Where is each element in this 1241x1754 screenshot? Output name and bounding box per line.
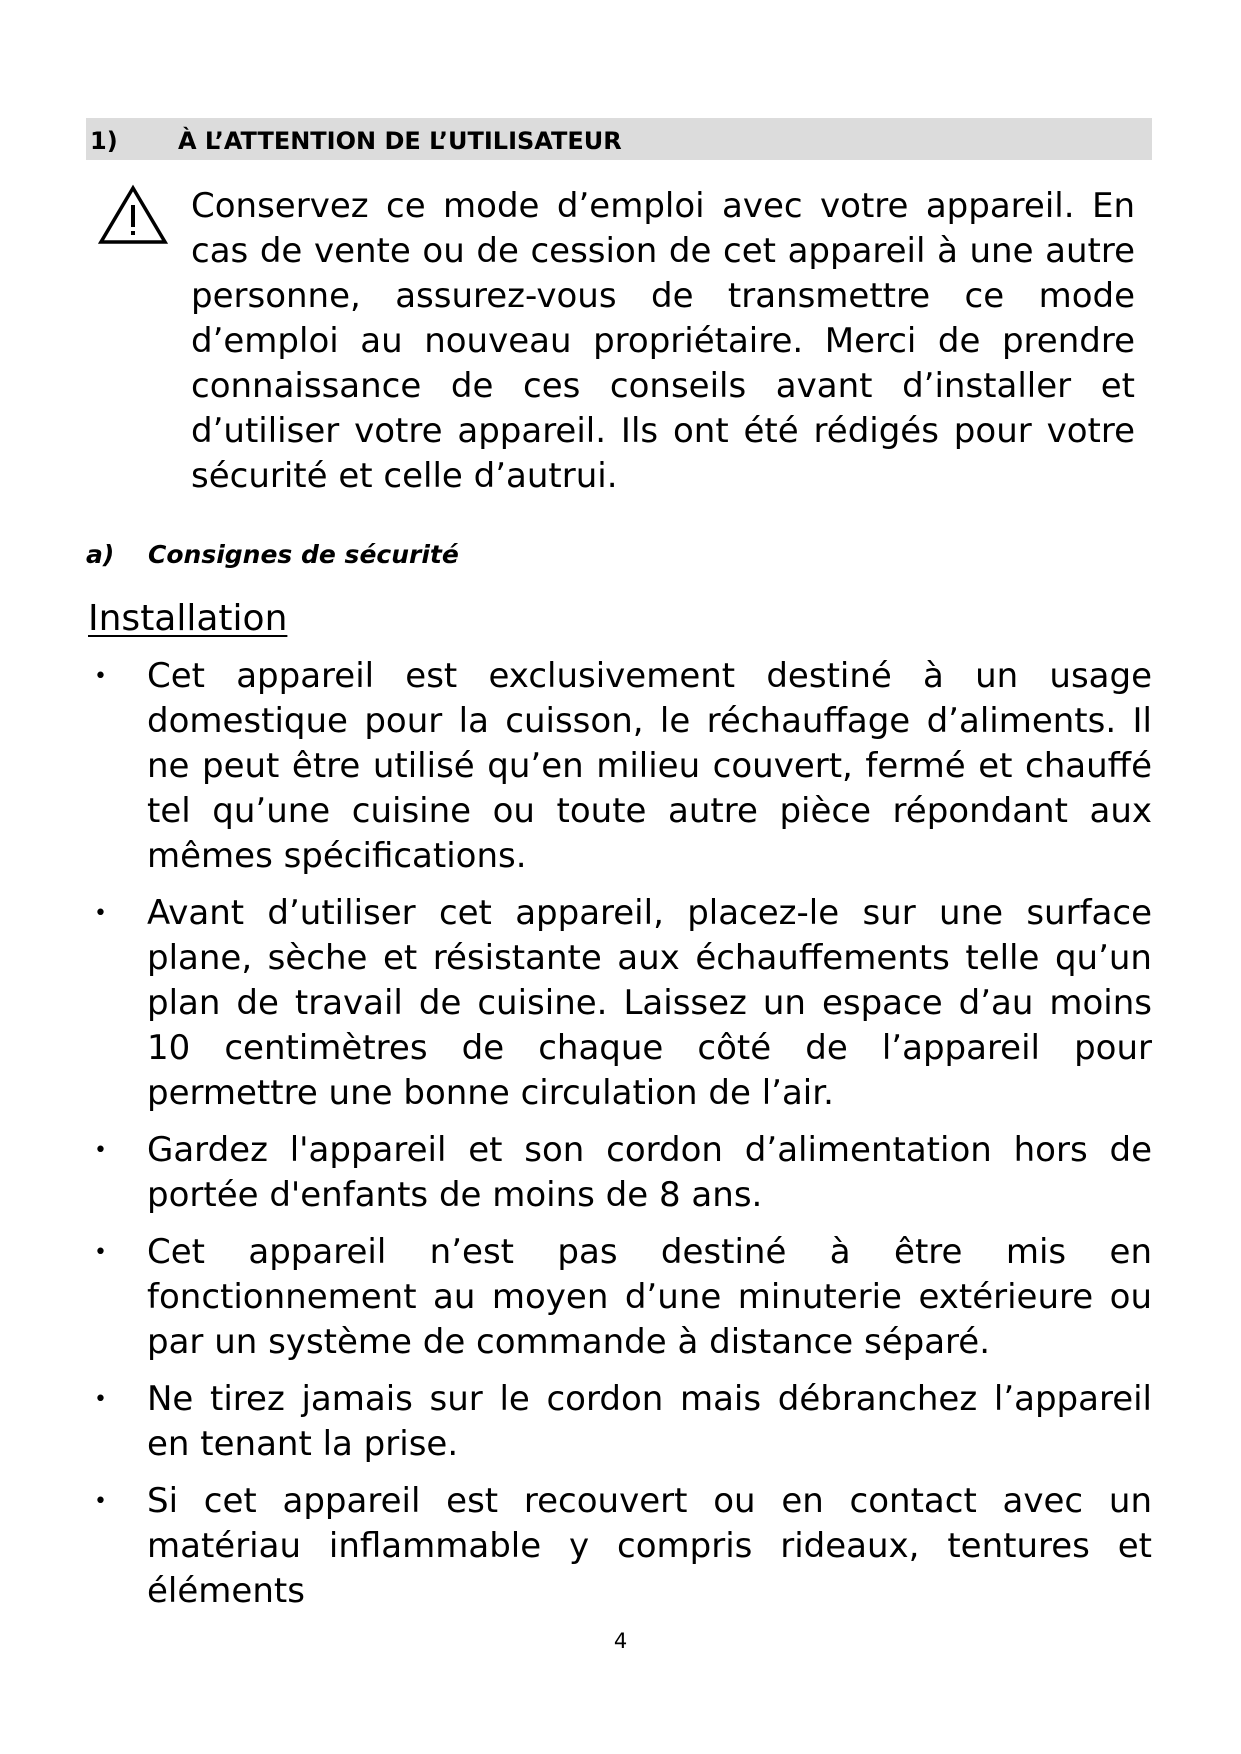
list-item [86,1479,1152,1614]
bullet-icon: • [94,1387,107,1412]
section-title: À L’ATTENTION DE L’UTILISATEUR [178,127,622,155]
bullet-icon: • [94,901,107,926]
bullet-icon: • [94,1138,107,1163]
list-item-text: Ne tirez jamais sur le cordon mais débranchez l’appareil en tenant la prise. [147,1379,1152,1464]
installation-heading: Installation [88,598,288,639]
list-item [86,1128,1152,1218]
subsection-title: Consignes de sécurité [148,540,459,569]
warning-icon [98,184,168,246]
list-item [86,654,1152,879]
installation-list [86,654,1152,1626]
list-item [86,1377,1152,1467]
list-item [86,891,1152,1116]
list-item-text: Avant d’utiliser cet appareil, placez-le sur une surface plane, sèche et résistante aux échauffements telle qu’un plan de travail de cuisine. Laissez un espace d’au moins 10 centimètres de chaque côté de l’appareil pour permettre une bonne circulation de l’air. [147,893,1152,1113]
list-item-text: Cet appareil n’est pas destiné à être mis en fonctionnement au moyen d’une minuterie extérieure ou par un système de commande à distance séparé. [147,1232,1152,1362]
section-number: 1) [90,127,118,155]
page-number: 4 [613,1629,628,1653]
subsection-heading [86,540,459,569]
bullet-icon: • [94,664,107,689]
list-item-text: Gardez l'appareil et son cordon d’alimentation hors de portée d'enfants de moins de 8 ans. [147,1130,1152,1215]
bullet-icon: • [94,1489,107,1514]
bullet-icon: • [94,1240,107,1265]
subsection-letter: a) [86,540,115,569]
list-item [86,1230,1152,1365]
warning-text: Conservez ce mode d’emploi avec votre appareil. En cas de vente ou de cession de cet appareil à une autre personne, assurez-vous de transmettre ce mode d’emploi au nouveau propriétaire. Merci de prendre connaissance de ces conseils avant d’installer et d’utiliser votre appareil. Ils ont été rédigés pour votre sécurité et celle d’autrui. [191,186,1135,496]
section-header [86,118,1152,160]
list-item-text: Cet appareil est exclusivement destiné à un usage domestique pour la cuisson, le réchauffage d’aliments. Il ne peut être utilisé qu’en milieu couvert, fermé et chauffé tel qu’une cuisine ou toute autre pièce répondant aux mêmes spécifications. [147,656,1152,876]
list-item-text: Si cet appareil est recouvert ou en contact avec un matériau inflammable y compris rideaux, tentures et éléments [147,1481,1152,1611]
